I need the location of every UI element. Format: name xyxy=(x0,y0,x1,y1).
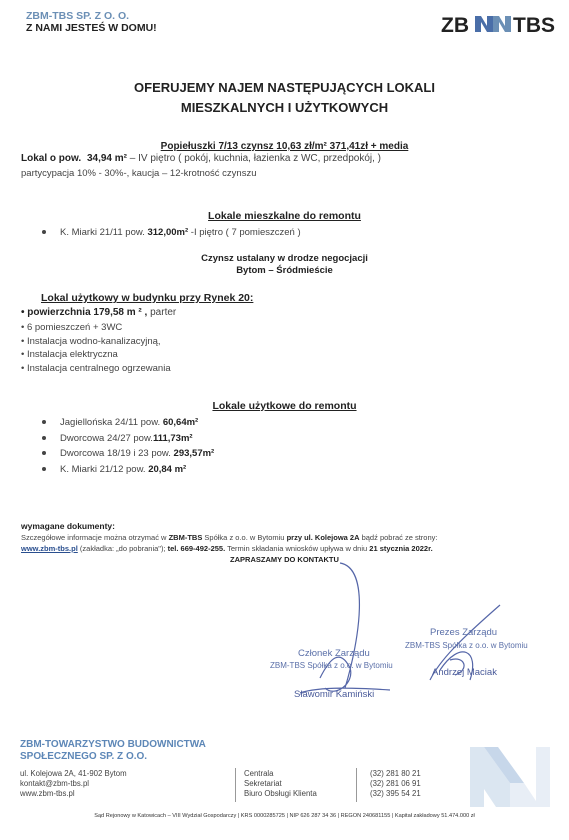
footer-logo-mark xyxy=(470,745,550,807)
offer-heading: Popiełuszki 7/13 czynsz 10,63 zł/m² 371,41zł + media xyxy=(160,141,409,152)
offer-line1: Lokal o pow. 34,94 m² – IV piętro ( pokój, kuchnia, łazienka z WC, przedpokój, ) xyxy=(21,153,382,164)
documents-line2: www.zbm-tbs.pl (zakładka: „do pobrania"); tel. 669-492-255. Termin składania wniosków upływa w dniu 21 stycznia 2022r. xyxy=(21,544,433,553)
list-item: • Instalacja centralnego ogrzewania xyxy=(21,362,171,374)
residential-item: K. Miarki 21/11 pow. 312,00m² -I piętro ( 7 pomieszczeń ) xyxy=(42,227,301,239)
bullet-icon xyxy=(42,451,46,455)
right-signature-name: Andrzej Maciak xyxy=(432,667,497,678)
commercial-heading: Lokale użytkowe do remontu xyxy=(212,400,357,412)
footer-divider xyxy=(356,768,357,802)
bullet-icon xyxy=(42,436,46,440)
footer-address-block xyxy=(20,769,127,799)
rynek-heading: Lokal użytkowy w budynku przy Rynek 20: xyxy=(41,292,254,304)
list-item: K. Miarki 21/12 pow. 20,84 m² xyxy=(42,462,214,478)
signature-scribble xyxy=(280,558,410,708)
list-item: Dworcowa 18/19 i 23 pow. 293,57m² xyxy=(42,446,214,462)
svg-text:ZB: ZB xyxy=(441,14,469,34)
zbmtbs-logo xyxy=(441,14,555,34)
commercial-list xyxy=(42,415,214,477)
invite-text: ZAPRASZAMY DO KONTAKTU xyxy=(230,555,339,564)
documents-line1: Szczegółowe informacje można otrzymać w ZBM-TBS Spółka z o.o. w Bytomiu przy ul. Kolejowa 2A bądź pobrać ze strony: xyxy=(21,533,438,542)
rynek-list xyxy=(21,321,171,375)
footer-legal: Sąd Rejonowy w Katowicach – VIII Wydział Gospodarczy | KRS 0000285725 | NIP 626 287 34 36 | REGON 240681155 | Kapitał zakładowy 51.474.000 zł xyxy=(94,813,475,819)
right-signature-company: ZBM-TBS Spółka z o.o. w Bytomiu xyxy=(405,641,528,650)
footer-address: ul. Kolejowa 2A, 41-902 Bytom xyxy=(20,769,127,778)
left-signature-title: Członek Zarządu xyxy=(298,648,370,659)
slogan: Z NAMI JESTEŚ W DOMU! xyxy=(26,22,157,34)
documents-heading: wymagane dokumenty: xyxy=(21,521,115,531)
page-title: OFERUJEMY NAJEM NASTĘPUJĄCYCH LOKALI MIESZKALNYCH I UŻYTKOWYCH xyxy=(134,80,435,115)
residential-heading: Lokale mieszkalne do remontu xyxy=(208,210,361,222)
footer-company: ZBM-TOWARZYSTWO BUDOWNICTWA SPOŁECZNEGO SP. Z O.O. xyxy=(20,739,206,762)
bullet-icon xyxy=(42,420,46,424)
company-name: ZBM-TBS SP. Z O. O. xyxy=(26,10,130,22)
bullet-icon xyxy=(42,467,46,471)
svg-text:TBS: TBS xyxy=(513,14,555,34)
left-signature-company: ZBM-TBS Spółka z o.o. w Bytomiu xyxy=(270,661,393,670)
left-signature-name: Sławomir Kamiński xyxy=(294,689,375,700)
website-link[interactable]: www.zbm-tbs.pl xyxy=(21,544,78,553)
footer-email[interactable]: kontakt@zbm-tbs.pl xyxy=(20,779,90,788)
footer-web[interactable]: www.zbm-tbs.pl xyxy=(20,789,75,798)
list-item: Jagiellońska 24/11 pow. 60,64m² xyxy=(42,415,214,431)
rent-info: Czynsz ustalany w drodze negocjacji Bytom – Śródmieście xyxy=(201,253,368,276)
offer-line2: partycypacja 10% - 30%-, kaucja – 12-krotność czynszu xyxy=(21,168,257,179)
header-brand xyxy=(26,10,157,34)
footer-contact-labels: Centrala Sekretariat Biuro Obsługi Klienta xyxy=(244,769,317,798)
list-item: • 6 pomieszczeń + 3WC xyxy=(21,322,123,333)
footer-contact-phones: (32) 281 80 21 (32) 281 06 91 (32) 395 54 21 xyxy=(370,769,421,798)
footer-divider xyxy=(235,768,236,802)
list-item: • Instalacja wodno-kanalizacyjną, xyxy=(21,335,161,347)
list-item: Dworcowa 24/27 pow.111,73m² xyxy=(42,431,214,447)
bullet-icon xyxy=(42,230,46,234)
rynek-area: • powierzchnia 179,58 m ² , parter xyxy=(21,307,177,318)
right-signature-title: Prezes Zarządu xyxy=(430,627,498,638)
list-item: • Instalacja elektryczna xyxy=(21,349,118,360)
